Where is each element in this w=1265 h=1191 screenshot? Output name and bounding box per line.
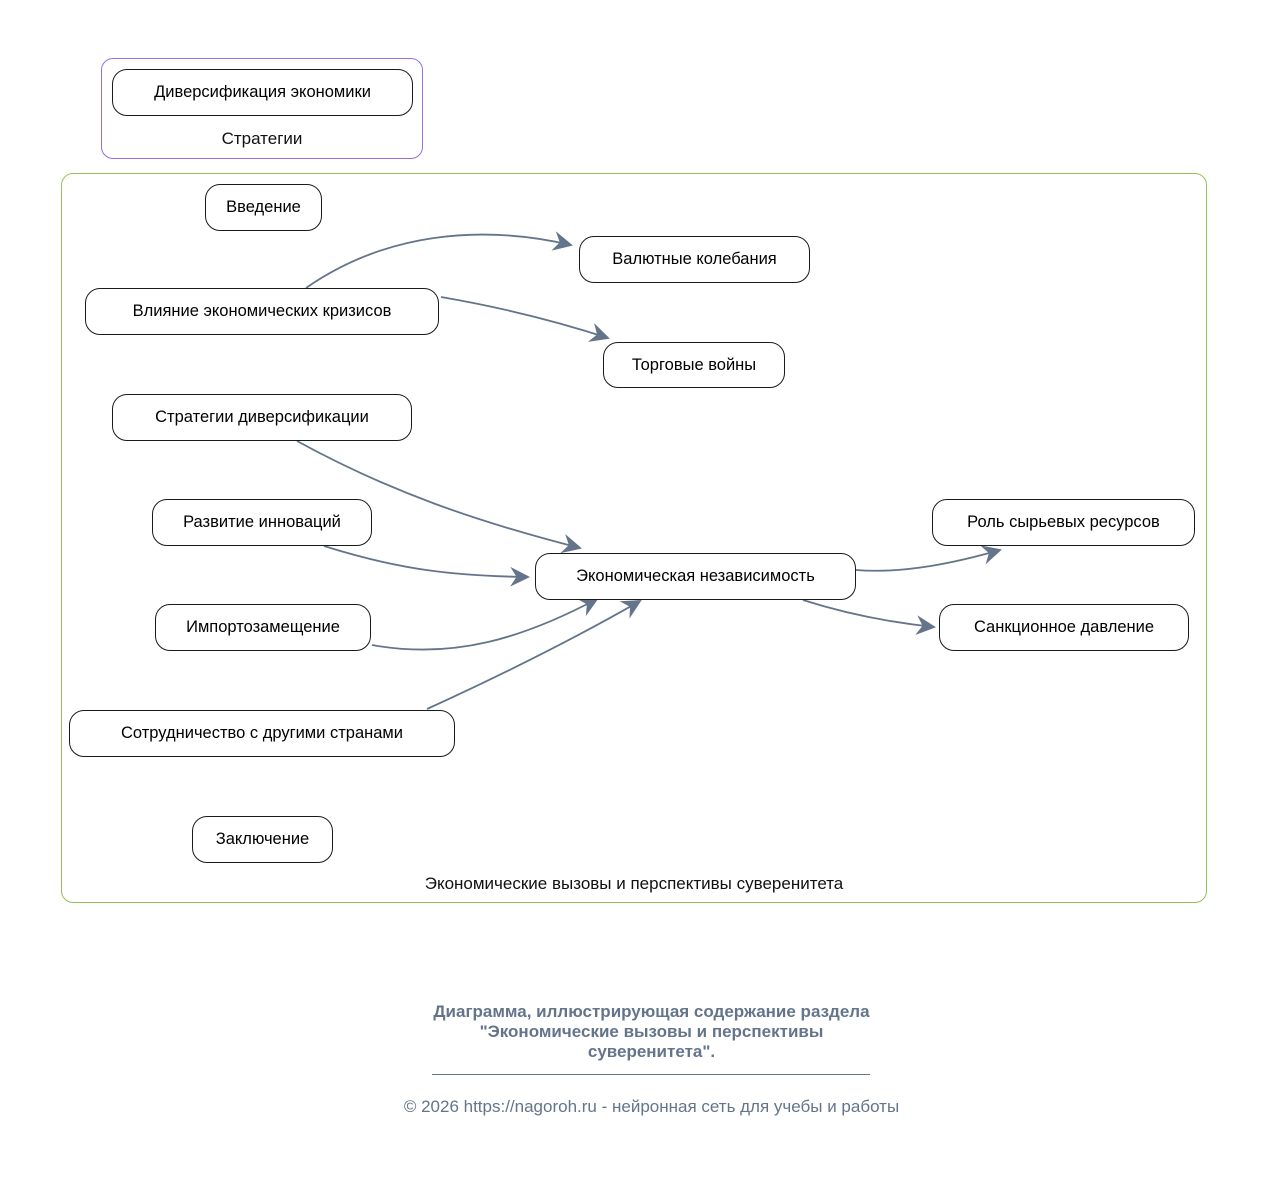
node-torgovye-voyny	[603, 342, 785, 388]
node-valyutnye-kolebaniya-label: Валютные колебания	[612, 250, 777, 268]
node-zaklyuchenie	[192, 816, 333, 863]
node-sankcionnoe-davlenie-label: Санкционное давление	[973, 618, 1155, 636]
node-razvitie-innovaciy	[152, 499, 372, 546]
cluster-strategies-label: Стратегии	[221, 129, 303, 148]
caption-title-line1: Диаграмма, иллюстрирующая содержание раздела	[433, 1002, 870, 1021]
node-torgovye-voyny-label: Торговые войны	[631, 355, 757, 374]
node-importozameshchenie-label: Импортозамещение	[186, 618, 340, 636]
node-valyutnye-kolebaniya	[579, 236, 810, 283]
node-vvedenie	[205, 184, 322, 231]
caption-divider	[432, 1074, 870, 1075]
node-importozameshchenie	[155, 604, 371, 651]
node-sotrudnichestvo	[69, 710, 455, 757]
node-ekonomicheskaya-nezavisimost	[535, 553, 856, 600]
caption-copyright: © 2026 https://nagoroh.ru - нейронная сеть для учебы и работы	[403, 1097, 900, 1116]
node-sankcionnoe-davlenie	[939, 604, 1189, 651]
node-sotrudnichestvo-label: Сотрудничество с другими странами	[121, 724, 403, 742]
node-rol-syrevyh-resursov	[932, 499, 1195, 546]
node-zaklyuchenie-label: Заключение	[215, 830, 310, 848]
node-diversifikaciya-ekonomiki-label: Диверсификация экономики	[154, 83, 371, 101]
node-razvitie-innovaciy-label: Развитие инноваций	[183, 513, 341, 531]
node-strategii-diversifikacii	[112, 394, 412, 441]
node-rol-syrevyh-resursov-label: Роль сырьевых ресурсов	[967, 513, 1160, 531]
node-vvedenie-label: Введение	[226, 198, 301, 216]
node-diversifikaciya-ekonomiki	[112, 69, 413, 116]
node-strategii-diversifikacii-label: Стратегии диверсификации	[155, 408, 369, 426]
cluster-sovereignty-label: Экономические вызовы и перспективы суверенитета	[424, 874, 844, 893]
node-vliyanie-krizisov	[85, 288, 439, 335]
node-vliyanie-krizisov-label: Влияние экономических кризисов	[132, 302, 392, 320]
node-ekonomicheskaya-nezavisimost-label: Экономическая независимость	[576, 567, 815, 585]
caption-title-line3: суверенитета".	[587, 1042, 716, 1061]
caption-title	[424, 1002, 879, 1062]
caption-title-line2: "Экономические вызовы и перспективы	[479, 1022, 824, 1041]
